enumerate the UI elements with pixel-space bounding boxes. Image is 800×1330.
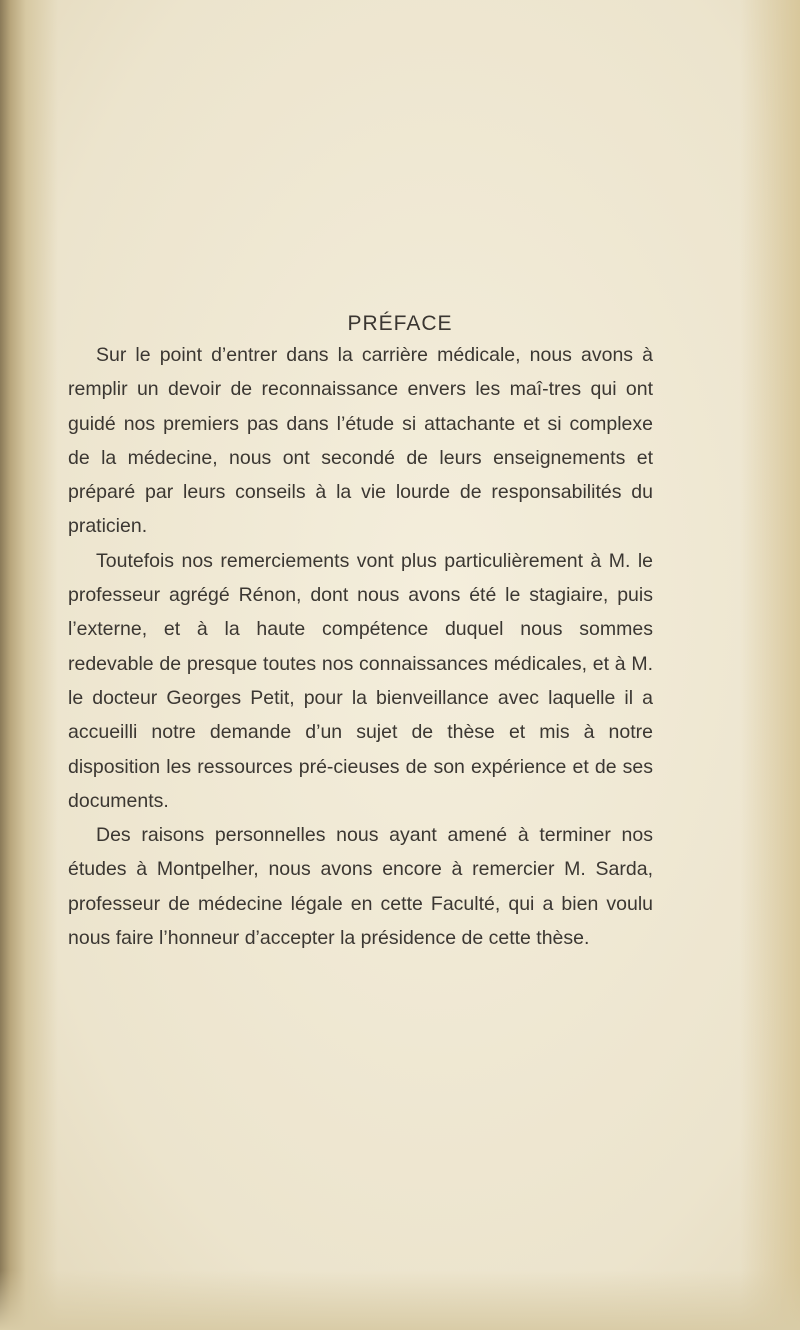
paragraph-3: Des raisons personnelles nous ayant amené à terminer nos études à Montpelher, nous avons encore à remercier M. Sarda, professeur de médecine légale en cette Faculté, qui a bien voulu nous faire l’honneur d’accepter la présidence de cette thèse. [68,824,653,950]
preface-body [68,338,653,955]
page-title: PRÉFACE [347,312,453,335]
page-right-edge [740,0,800,1330]
page-binding-edge [0,0,58,1330]
paragraph-1: Sur le point d’entrer dans la carrière médicale, nous avons à remplir un devoir de reconnaissance envers les maî-tres qui ont guidé nos premiers pas dans l’étude si attachante et si complexe de la médecine, nous ont secondé de leurs enseignements et préparé par leurs conseils à la vie lourde de responsabilités du praticien. [68,344,653,538]
page-bottom-edge [0,1270,800,1330]
paragraph-2: Toutefois nos remerciements vont plus particulièrement à M. le professeur agrégé Rénon, dont nous avons été le stagiaire, puis l’externe, et à la haute compétence duquel nous sommes redevable de presque toutes nos connaissances médicales, et à M. le docteur Georges Petit, pour la bienveillance avec laquelle il a accueilli notre demande d’un sujet de thèse et mis à notre disposition les ressources pré-cieuses de son expérience et de ses documents. [68,549,653,812]
